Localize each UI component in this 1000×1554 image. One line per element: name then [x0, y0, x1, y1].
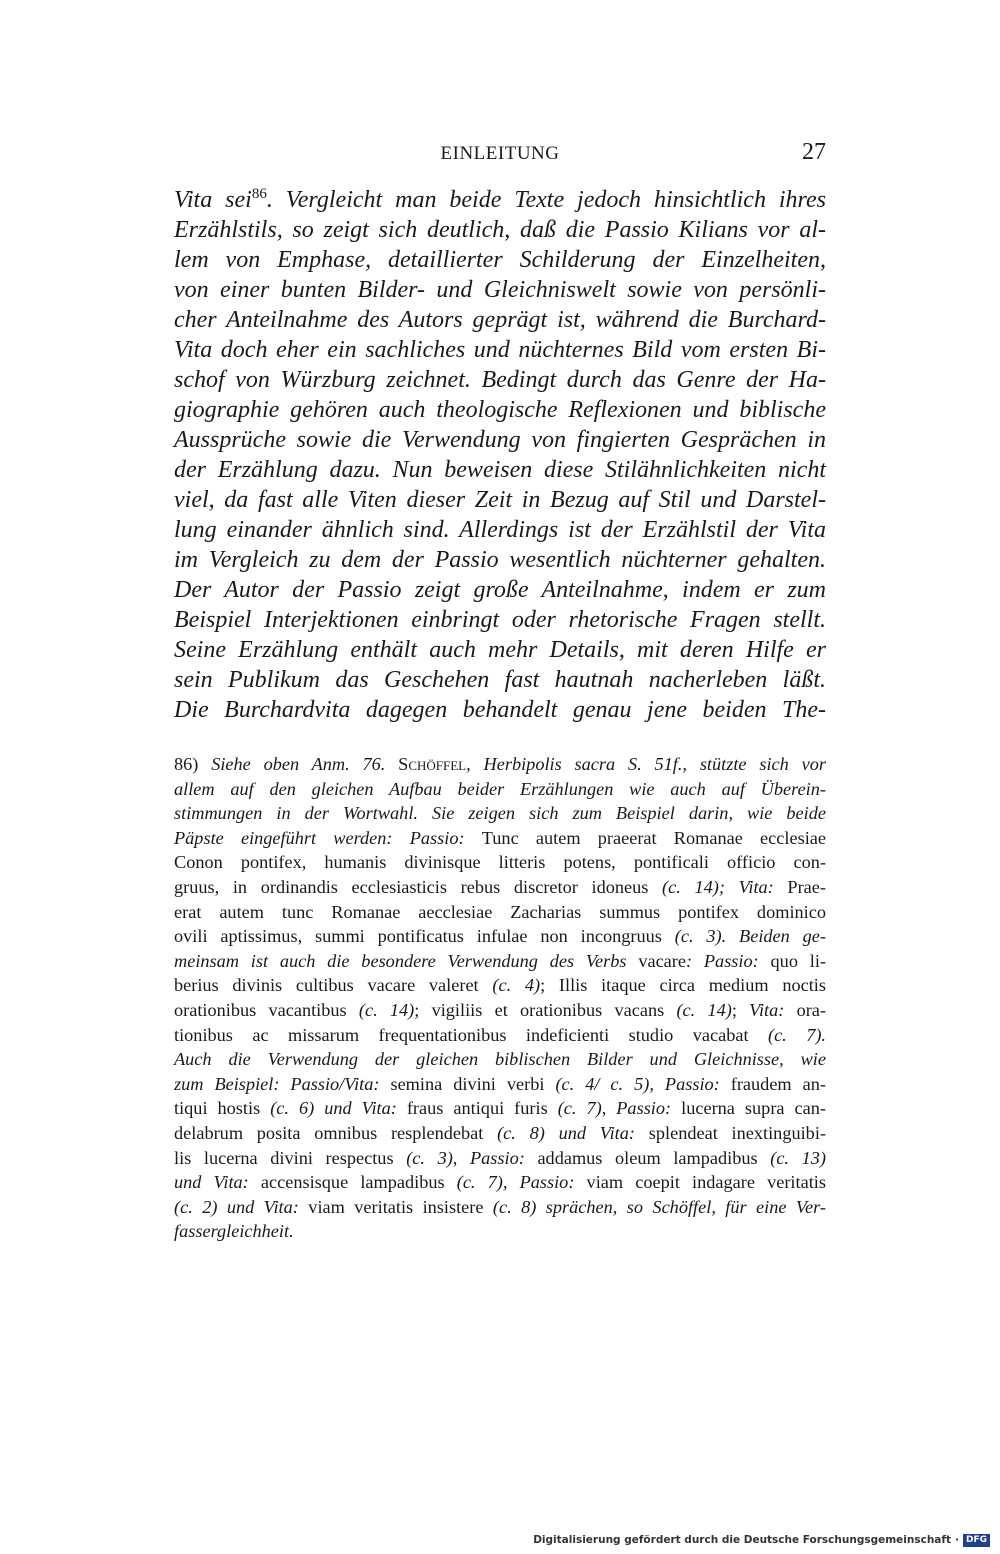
footnote-line — [174, 1195, 826, 1220]
body-line-text: . Vergleicht man beide Texte jedoch hinsichtlich ihres — [266, 187, 826, 213]
footnote-line — [174, 900, 826, 925]
footnote-text-segment: orationibus vacantibus — [174, 999, 359, 1020]
footnote-text-segment: allem auf den gleichen Aufbau beider Erzählungen wie auch auf Überein- — [174, 778, 826, 799]
footnote-text-segment: quo li- — [770, 950, 826, 971]
footnote-line — [174, 850, 826, 875]
body-line: Vita doch eher ein sachliches und nüchternes Bild vom ersten Bi- — [174, 337, 826, 363]
footnote-text-segment: (c. 14) — [358, 999, 415, 1020]
footnote-text-segment: Siehe oben Anm. 76. — [211, 754, 399, 774]
footnote-line — [174, 826, 826, 851]
footnote-text-segment: lis lucerna divini respectus — [174, 1147, 407, 1168]
body-line: lem von Emphase, detaillierter Schilderung der Einzelheiten, — [174, 247, 826, 273]
footnote-text-segment: tionibus ac missarum frequentationibus indeficienti studio vacabat — [174, 1024, 768, 1045]
footnote-text-segment: fassergleichheit. — [174, 1221, 294, 1242]
body-line: schof von Würzburg zeichnet. Bedingt durch das Genre der Ha- — [174, 367, 826, 393]
footnote-text-segment: tiqui hostis — [174, 1098, 271, 1119]
dfg-logo-icon: DFG — [963, 1534, 990, 1547]
footnote-text-segment: , Herbipolis sacra S. 51f., stützte sich vor — [466, 754, 826, 774]
footnote-text-segment: Conon pontifex, humanis divinisque litteris potens, pontificali officio con- — [174, 852, 826, 873]
footnote-text-segment: 86) — [174, 754, 212, 774]
footnote-text-segment: Auch die Verwendung der gleichen biblischen Bilder und Gleichnisse, wie — [174, 1049, 826, 1070]
footnote-text-segment: (c. 7), Passio: — [456, 1172, 587, 1193]
footnote-text-segment: Vita: — [749, 999, 797, 1020]
footnote-text-segment: semina divini verbi — [390, 1073, 556, 1094]
footnote-text-segment: meinsam ist auch die besondere Verwendung des Verbs — [174, 950, 639, 971]
body-line: Aussprüche sowie die Verwendung von fingierten Gesprächen in — [174, 427, 826, 453]
body-line: Seine Erzählung enthält auch mehr Details, mit deren Hilfe er — [174, 637, 826, 663]
footnote-line — [174, 1047, 826, 1072]
body-line: von einer bunten Bilder- und Gleichniswelt sowie von persönli- — [174, 277, 826, 303]
footnote-text-segment: ora- — [796, 999, 826, 1020]
body-line: cher Anteilnahme des Autors geprägt ist, während die Burchard- — [174, 307, 826, 333]
body-text — [174, 185, 826, 725]
footnote-line — [174, 973, 826, 998]
body-line: lung einander ähnlich sind. Allerdings ist der Erzählstil der Vita — [174, 517, 826, 543]
footnote-text-segment: viam coepit indagare veritatis — [586, 1172, 826, 1193]
footnote-line — [174, 998, 826, 1023]
footnote-text-segment: und Vita: — [174, 1172, 261, 1193]
footnote-line — [174, 1146, 826, 1171]
footnote-text-segment: gruus, in ordinandis ecclesiasticis rebus discretor idoneus — [174, 876, 663, 897]
footnote-text-segment: (c. 4) — [492, 975, 541, 996]
footnote-text-segment: ; Illis itaque circa medium noctis — [540, 975, 826, 996]
footnote-text-segment: (c. 14) — [676, 999, 732, 1020]
footnote-text-segment: Prae- — [787, 876, 826, 897]
footnote-text-segment: ; vigiliis et orationibus vacans — [414, 999, 677, 1020]
footnote-text-segment: berius divinis cultibus vacare valeret — [174, 975, 493, 996]
footnote-text-segment: zum Beispiel: Passio/Vita: — [174, 1073, 391, 1094]
footnote-text-segment: (c. 14); Vita: — [662, 876, 788, 897]
body-line: viel, da fast alle Viten dieser Zeit in Bezug auf Stil und Darstel- — [174, 487, 826, 513]
footnote-line — [174, 1096, 826, 1121]
body-line: Beispiel Interjektionen einbringt oder rhetorische Fragen stellt. — [174, 607, 826, 633]
footnote-text-segment: : Passio: — [686, 950, 771, 971]
footnote-text-segment: viam veritatis insistere — [308, 1196, 493, 1217]
footnote-text-segment: ; — [731, 999, 750, 1020]
footnote-text-segment: fraudem an- — [730, 1073, 826, 1094]
footnote-line — [174, 1219, 826, 1244]
footnote-text-segment: splendeat inextinguibi- — [648, 1122, 826, 1143]
footnote-text-segment: (c. 4/ c. 5), Passio: — [555, 1073, 731, 1094]
footnote-line — [174, 777, 826, 802]
footnote-text-segment: ovili aptissimus, summi pontificatus infulae non incongruus — [174, 926, 675, 947]
footnote-line — [174, 1170, 826, 1195]
footnote-text-segment: (c. 3), Passio: — [406, 1147, 538, 1168]
footnote-line — [174, 1023, 826, 1048]
body-line: Erzählstils, so zeigt sich deutlich, daß die Passio Kilians vor al- — [174, 217, 826, 243]
footnote-text-segment: accensisque lampadibus — [260, 1172, 457, 1193]
footnote-text-segment: (c. 8) und Vita: — [497, 1122, 649, 1143]
footnote-line — [174, 1072, 826, 1097]
body-line: Die Burchardvita dagegen behandelt genau jene beiden The- — [174, 697, 826, 723]
body-line-text: Vita sei — [174, 187, 252, 213]
footnote-text-segment: (c. 7), Passio: — [557, 1098, 682, 1119]
footnote-text-segment: delabrum posita omnibus resplendebat — [174, 1122, 498, 1143]
footnote-text-segment: (c. 7). — [767, 1024, 826, 1045]
footnote-text-segment: erat autem tunc Romanae aecclesiae Zacharias summus pontifex dominico — [174, 901, 826, 922]
footnote-text-segment: (c. 6) und Vita: — [270, 1098, 407, 1119]
dfg-credit-text: Digitalisierung gefördert durch die Deutsche Forschungsgemeinschaft — [533, 1534, 951, 1546]
page-header — [174, 140, 826, 172]
footnote-text-segment: Tunc autem praeerat Romanae ecclesiae — [481, 827, 826, 848]
running-head: EINLEITUNG — [440, 143, 560, 164]
body-line: sein Publikum das Geschehen fast hautnah nacherleben läßt. — [174, 667, 826, 693]
page-number: 27 — [802, 139, 826, 165]
footnote-line — [174, 752, 826, 777]
body-line: der Erzählung dazu. Nun beweisen diese Stilähnlichkeiten nicht — [174, 457, 826, 483]
footnote-text-segment: (c. 3). Beiden ge- — [674, 926, 826, 947]
footnote-line — [174, 949, 826, 974]
footnote-text-segment: addamus oleum lampadibus — [537, 1147, 771, 1168]
body-line: im Vergleich zu dem der Passio wesentlich nüchterner gehalten. — [174, 547, 826, 573]
footnote-reference[interactable]: 86 — [251, 186, 267, 202]
footnote-text-segment: (c. 8) sprächen, so Schöffel, für eine Ver- — [492, 1196, 827, 1217]
dfg-credit: Digitalisierung gefördert durch die Deutsche Forschungsgemeinschaft · DFG — [533, 1532, 990, 1548]
footnote-86 — [174, 752, 826, 1244]
footnote-text-segment: stimmungen in der Wortwahl. Sie zeigen sich zum Beispiel darin, wie beide — [174, 803, 826, 824]
body-line: giographie gehören auch theologische Reflexionen und biblische — [174, 397, 826, 423]
footnote-line — [174, 1121, 826, 1146]
footnote-line — [174, 801, 826, 826]
footnote-line — [174, 924, 826, 949]
footnote-line — [174, 875, 826, 900]
footnote-text-segment: Schöffel — [398, 754, 467, 774]
footnote-text-segment: lucerna supra can- — [681, 1098, 826, 1119]
footnote-text-segment: (c. 2) und Vita: — [174, 1196, 309, 1217]
footnote-text-segment: vacare — [638, 950, 686, 971]
body-line — [174, 185, 826, 215]
footnote-text-segment: fraus antiqui furis — [406, 1098, 558, 1119]
body-line: Der Autor der Passio zeigt große Anteilnahme, indem er zum — [174, 577, 826, 603]
footnote-text-segment: Päpste eingeführt werden: Passio: — [174, 827, 482, 848]
footnote-text-segment: (c. 13) — [770, 1147, 826, 1168]
